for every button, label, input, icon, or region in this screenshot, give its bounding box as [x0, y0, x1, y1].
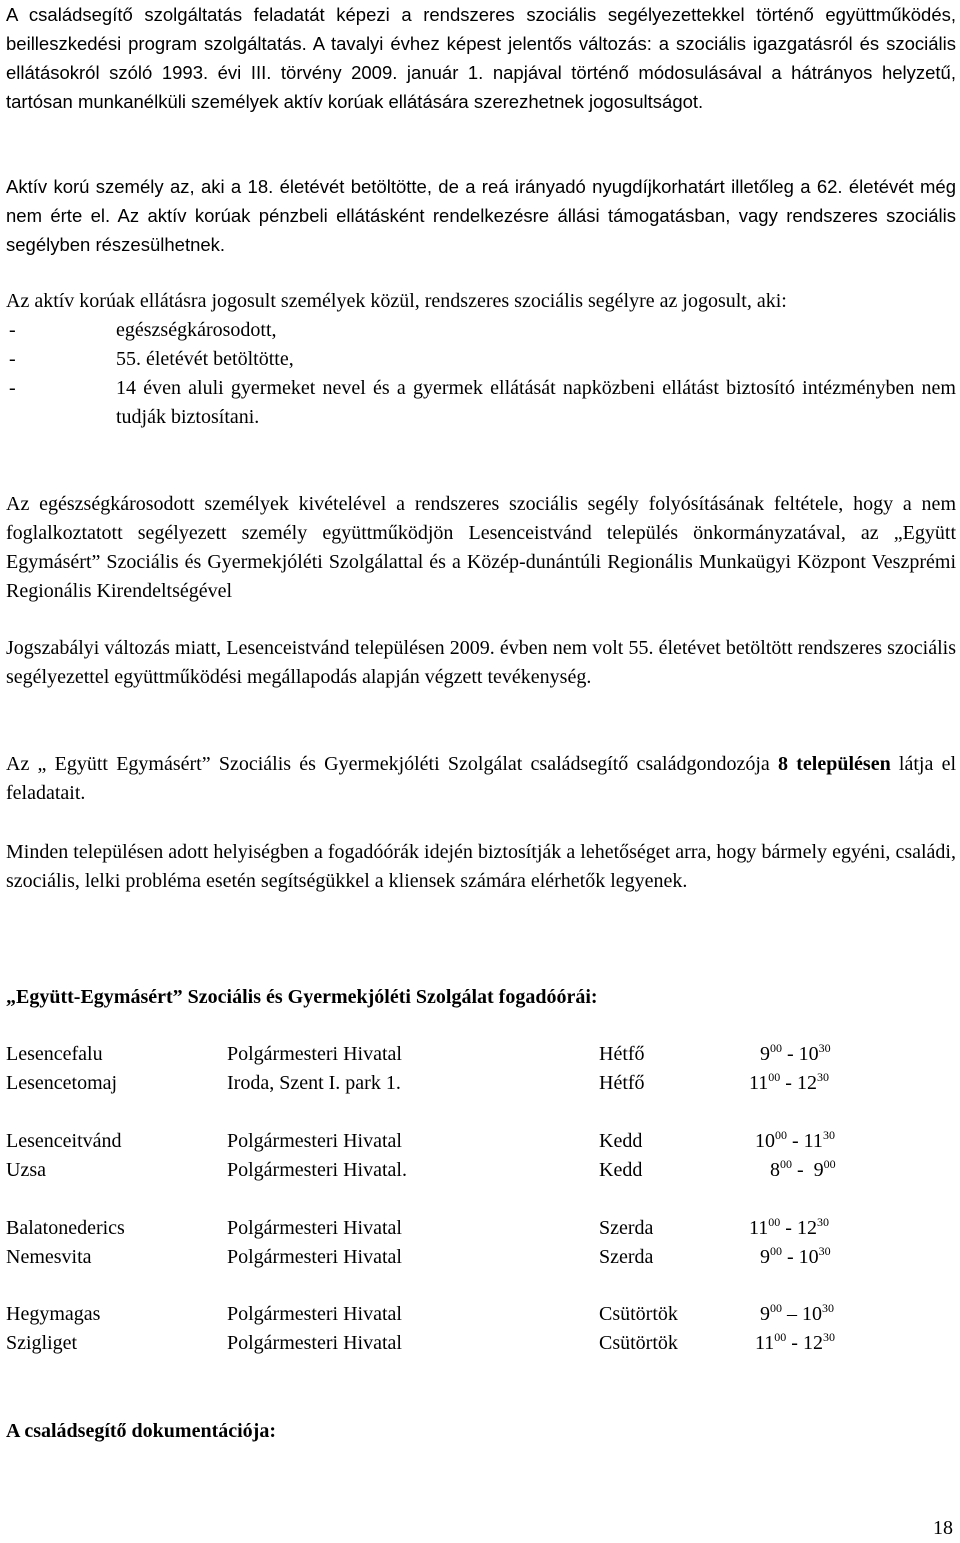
venue-name: Polgármesteri Hivatal [227, 1130, 402, 1152]
end-minute: 00 [823, 1157, 836, 1171]
dash-bullet: - [9, 377, 16, 399]
weekday: Csütörtök [599, 1303, 678, 1325]
end-minute: 30 [818, 1244, 831, 1258]
weekday: Kedd [599, 1130, 643, 1152]
eligibility-list [6, 316, 956, 432]
end-hour: 12 [796, 1072, 817, 1094]
list-item [6, 316, 956, 345]
end-minute: 30 [816, 1070, 829, 1084]
start-minute: 00 [774, 1330, 787, 1344]
start-hour: 8 [770, 1159, 780, 1181]
time-separator: - [780, 1072, 797, 1094]
time-range [760, 1040, 900, 1069]
start-hour: 9 [760, 1043, 770, 1065]
office-hours-row [6, 1214, 956, 1243]
office-hours-row [6, 1040, 956, 1069]
law-change-paragraph: Jogszabályi változás miatt, Lesenceistvánd településen 2009. évben nem volt 55. életévet betöltött rendszeres szociális segélyezettel együttműködési megállapodás alapján végzett tevékenység. [6, 637, 956, 688]
time-range [770, 1156, 910, 1185]
local-office-paragraph: Minden településen adott helyiségben a fogadóórák idején biztosítják a lehetőséget arra, hogy bármely egyéni, családi, szociális, lelki probléma esetén segítségükkel a kliensek számára elérhetők legyenek. [6, 841, 956, 892]
office-hours-row [6, 1243, 956, 1272]
start-hour: 10 [755, 1130, 775, 1152]
venue-name: Polgármesteri Hivatal [227, 1043, 402, 1065]
office-hours-row [6, 1300, 956, 1329]
service-area-text: Az „ Együtt Egymásért” Szociális és Gyermekjóléti Szolgálat családsegítő családgondozója [6, 753, 779, 775]
town-name: Uzsa [6, 1159, 46, 1181]
venue-name: Polgármesteri Hivatal [227, 1246, 402, 1268]
service-area-text-end: látja el feladatait. [6, 753, 957, 804]
time-range [755, 1127, 895, 1156]
end-hour: 10 [802, 1303, 822, 1325]
end-minute: 30 [818, 1041, 831, 1055]
office-hours-row [6, 1127, 956, 1156]
town-name: Lesenceitvánd [6, 1130, 122, 1152]
start-hour: 9 [760, 1303, 770, 1325]
start-minute: 00 [770, 1244, 782, 1258]
active-age-paragraph: Aktív korú személy az, aki a 18. életévét betöltötte, de a reá irányadó nyugdíjkorhatárt illetőleg a 62. életévét még nem érte el. Az aktív korúak pénzbeli ellátásként rendelkezésre állási támogatásban, vagy rendszeres szociális segélyben részesülhetnek. [6, 176, 956, 255]
end-hour: 10 [798, 1043, 819, 1065]
dash-bullet: - [9, 348, 16, 370]
office-hours-row [6, 1069, 956, 1098]
time-range [760, 1243, 900, 1272]
time-separator: - [780, 1217, 797, 1239]
venue-name: Iroda, Szent I. park 1. [227, 1072, 401, 1094]
weekday: Hétfő [599, 1043, 645, 1065]
venue-name: Polgármesteri Hivatal. [227, 1159, 407, 1181]
eligibility-section [6, 287, 956, 432]
time-separator: - [782, 1246, 799, 1268]
time-range [755, 1329, 895, 1358]
town-name: Balatonederics [6, 1217, 125, 1239]
start-hour: 11 [755, 1332, 775, 1354]
start-hour: 11 [749, 1217, 769, 1239]
start-minute: 00 [770, 1041, 782, 1055]
start-minute: 00 [768, 1070, 781, 1084]
documentation-heading: A családsegítő dokumentációja: [6, 1420, 276, 1442]
town-name: Lesencefalu [6, 1043, 103, 1065]
town-name: Hegymagas [6, 1303, 101, 1325]
service-area-paragraph [6, 750, 956, 808]
end-hour: 10 [798, 1246, 819, 1268]
end-minute: 30 [816, 1215, 829, 1229]
venue-name: Polgármesteri Hivatal [227, 1332, 402, 1354]
condition-paragraph: Az egészségkárosodott személyek kivételével a rendszeres szociális segély folyósításának feltétele, hogy a nem foglalkoztatott segélyezett személy együttműködjön Lesenceistvánd település önkormányzatával, az „Együtt Egymásért” Szociális és Gyermekjóléti Szolgálattal és a Közép-dunántúli Regionális Munkaügyi Központ Veszprémi Regionális Kirendeltségével [6, 493, 956, 602]
end-minute: 30 [822, 1330, 835, 1344]
weekday: Csütörtök [599, 1332, 678, 1354]
end-minute: 30 [822, 1128, 835, 1142]
end-hour: 12 [802, 1332, 823, 1354]
weekday: Szerda [599, 1217, 654, 1239]
venue-name: Polgármesteri Hivatal [227, 1303, 402, 1325]
town-name: Szigliget [6, 1332, 78, 1354]
time-range [760, 1300, 900, 1329]
office-hours-row [6, 1329, 956, 1358]
weekday: Szerda [599, 1246, 654, 1268]
dash-bullet: - [9, 319, 16, 341]
time-range [749, 1069, 889, 1098]
settlement-count: 8 településen [778, 753, 891, 775]
start-hour: 11 [749, 1072, 769, 1094]
town-name: Nemesvita [6, 1246, 92, 1268]
time-separator: - [786, 1332, 803, 1354]
list-item-text: egészségkárosodott, [116, 319, 277, 341]
intro-paragraph: A családsegítő szolgáltatás feladatát képezi a rendszeres szociális segélyezettekkel történő együttműködés, beilleszkedési program szolgáltatás. A tavalyi évhez képest jelentős változás: a szociális igazgatásról és szociális ellátásokról szóló 1993. évi III. törvény 2009. január 1. napjával történő módosulásával a hátrányos helyzetű, tartósan munkanélküli személyek aktív korúak ellátására szerezhetnek jogosultságot. [6, 4, 956, 112]
time-separator: - [787, 1130, 804, 1152]
list-item [6, 374, 956, 432]
venue-name: Polgármesteri Hivatal [227, 1217, 402, 1239]
town-name: Lesencetomaj [6, 1072, 118, 1094]
end-hour: 12 [796, 1217, 817, 1239]
time-range [749, 1214, 889, 1243]
start-minute: 00 [768, 1215, 781, 1229]
office-hours-row [6, 1156, 956, 1185]
start-minute: 00 [780, 1157, 792, 1171]
eligibility-intro: Az aktív korúak ellátásra jogosult személyek közül, rendszeres szociális segélyre az jogosult, aki: [6, 290, 787, 312]
page-number: 18 [933, 1517, 953, 1539]
start-minute: 00 [770, 1301, 782, 1315]
end-hour: 11 [803, 1130, 823, 1152]
office-hours-title: „Együtt-Egymásért” Szociális és Gyermekjóléti Szolgálat fogadóórái: [6, 986, 598, 1008]
list-item [6, 345, 956, 374]
weekday: Kedd [599, 1159, 643, 1181]
list-item-text: 14 éven aluli gyermeket nevel és a gyermek ellátását napközbeni ellátást biztosító intézményben nem tudják biztosítani. [116, 377, 956, 428]
start-hour: 9 [760, 1246, 770, 1268]
time-separator: - [782, 1043, 799, 1065]
end-hour: 9 [813, 1159, 824, 1181]
weekday: Hétfő [599, 1072, 645, 1094]
list-item-text: 55. életévét betöltötte, [116, 348, 294, 370]
time-separator: - [792, 1159, 814, 1181]
time-separator: – [782, 1303, 802, 1325]
start-minute: 00 [775, 1128, 787, 1142]
end-minute: 30 [822, 1301, 834, 1315]
